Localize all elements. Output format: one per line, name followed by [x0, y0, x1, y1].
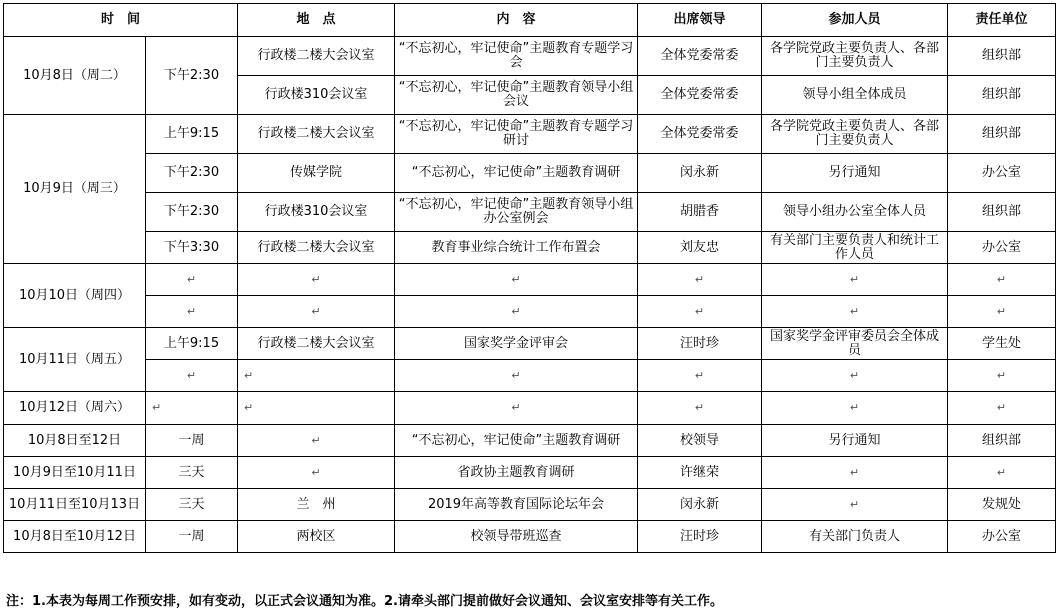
return-mark-icon: ↵ — [146, 360, 238, 392]
place-cell: 兰 州 — [238, 489, 395, 521]
time-cell: 三天 — [146, 489, 238, 521]
return-mark-icon: ↵ — [948, 296, 1056, 328]
date-cell: 10月11日（周五） — [4, 328, 146, 392]
header-row — [4, 4, 1056, 37]
return-mark-icon: ↵ — [638, 264, 762, 296]
leader-cell: 闵永新 — [638, 489, 762, 521]
table-row — [4, 115, 1056, 154]
attendees-cell: 另行通知 — [762, 154, 948, 193]
time-cell: 上午9:15 — [146, 328, 238, 360]
leader-cell: 全体党委常委 — [638, 115, 762, 154]
return-mark-icon: ↵ — [638, 360, 762, 392]
leader-cell: 校领导 — [638, 425, 762, 457]
content-cell: 国家奖学金评审会 — [395, 328, 638, 360]
return-mark-icon: ↵ — [146, 296, 238, 328]
time-cell: 三天 — [146, 457, 238, 489]
return-mark-icon: ↵ — [395, 360, 638, 392]
place-cell: 行政楼310会议室 — [238, 76, 395, 115]
content-cell: 2019年高等教育国际论坛年会 — [395, 489, 638, 521]
table-row — [4, 37, 1056, 76]
return-mark-icon: ↵ — [762, 457, 948, 489]
header-attendees: 参加人员 — [762, 4, 948, 37]
place-cell: 行政楼310会议室 — [238, 193, 395, 232]
content-cell: “不忘初心，牢记使命”主题教育专题学习会 — [395, 37, 638, 76]
time-cell: 下午3:30 — [146, 232, 238, 264]
place-cell: 行政楼二楼大会议室 — [238, 37, 395, 76]
table-row — [4, 360, 1056, 392]
unit-cell: 办公室 — [948, 521, 1056, 553]
header-leader: 出席领导 — [638, 4, 762, 37]
table-row — [4, 328, 1056, 360]
unit-cell: 办公室 — [948, 154, 1056, 193]
return-mark-icon: ↵ — [395, 264, 638, 296]
leader-cell: 全体党委常委 — [638, 76, 762, 115]
date-cell: 10月11日至10月13日 — [4, 489, 146, 521]
table-row — [4, 296, 1056, 328]
unit-cell: 组织部 — [948, 37, 1056, 76]
leader-cell: 胡腊香 — [638, 193, 762, 232]
leader-cell: 汪时珍 — [638, 328, 762, 360]
return-mark-icon: ↵ — [762, 264, 948, 296]
schedule-table — [3, 3, 1056, 553]
leader-cell: 汪时珍 — [638, 521, 762, 553]
header-place: 地 点 — [238, 4, 395, 37]
table-row — [4, 489, 1056, 521]
return-mark-icon: ↵ — [238, 392, 395, 425]
date-cell: 10月9日至10月11日 — [4, 457, 146, 489]
table-row — [4, 425, 1056, 457]
time-cell: 下午2:30 — [146, 193, 238, 232]
content-cell: “不忘初心，牢记使命”主题教育专题学习研讨 — [395, 115, 638, 154]
return-mark-icon: ↵ — [238, 457, 395, 489]
date-cell: 10月8日至10月12日 — [4, 521, 146, 553]
table-row — [4, 193, 1056, 232]
content-cell: 省政协主题教育调研 — [395, 457, 638, 489]
return-mark-icon: ↵ — [762, 360, 948, 392]
attendees-cell: 各学院党政主要负责人、各部门主要负责人 — [762, 115, 948, 154]
return-mark-icon: ↵ — [948, 360, 1056, 392]
place-cell: 行政楼二楼大会议室 — [238, 328, 395, 360]
return-mark-icon: ↵ — [146, 392, 238, 425]
return-mark-icon: ↵ — [762, 296, 948, 328]
return-mark-icon: ↵ — [395, 296, 638, 328]
return-mark-icon: ↵ — [948, 264, 1056, 296]
return-mark-icon: ↵ — [638, 296, 762, 328]
attendees-cell: 领导小组全体成员 — [762, 76, 948, 115]
table-row — [4, 264, 1056, 296]
place-cell: 行政楼二楼大会议室 — [238, 115, 395, 154]
attendees-cell: 各学院党政主要负责人、各部门主要负责人 — [762, 37, 948, 76]
table-row — [4, 457, 1056, 489]
unit-cell: 办公室 — [948, 232, 1056, 264]
content-cell: 校领导带班巡查 — [395, 521, 638, 553]
place-cell: 两校区 — [238, 521, 395, 553]
content-cell: “不忘初心，牢记使命”主题教育调研 — [395, 154, 638, 193]
return-mark-icon: ↵ — [238, 360, 395, 392]
unit-cell: 组织部 — [948, 115, 1056, 154]
return-mark-icon: ↵ — [238, 296, 395, 328]
return-mark-icon: ↵ — [395, 392, 638, 425]
unit-cell: 学生处 — [948, 328, 1056, 360]
date-cell: 10月12日（周六） — [4, 392, 146, 425]
date-cell: 10月10日（周四） — [4, 264, 146, 328]
content-cell: “不忘初心，牢记使命”主题教育调研 — [395, 425, 638, 457]
footer-note: 注：1.本表为每周工作预安排，如有变动，以正式会议通知为准。2.请牵头部门提前做好会议通知、会议室安排等有关工作。 — [6, 594, 723, 609]
return-mark-icon: ↵ — [762, 392, 948, 425]
leader-cell: 许继荣 — [638, 457, 762, 489]
time-cell: 下午2:30 — [146, 154, 238, 193]
content-cell: 教育事业综合统计工作布置会 — [395, 232, 638, 264]
header-unit: 责任单位 — [948, 4, 1056, 37]
leader-cell: 刘友忠 — [638, 232, 762, 264]
date-cell: 10月8日（周二） — [4, 37, 146, 115]
leader-cell: 闵永新 — [638, 154, 762, 193]
header-content: 内 容 — [395, 4, 638, 37]
leader-cell: 全体党委常委 — [638, 37, 762, 76]
content-cell: “不忘初心，牢记使命”主题教育领导小组会议 — [395, 76, 638, 115]
time-cell: 上午9:15 — [146, 115, 238, 154]
unit-cell: 组织部 — [948, 193, 1056, 232]
return-mark-icon: ↵ — [948, 392, 1056, 425]
content-cell: “不忘初心，牢记使命”主题教育领导小组办公室例会 — [395, 193, 638, 232]
attendees-cell: 有关部门负责人 — [762, 521, 948, 553]
place-cell: 传媒学院 — [238, 154, 395, 193]
unit-cell: 组织部 — [948, 425, 1056, 457]
header-time: 时 间 — [4, 4, 238, 37]
table-row — [4, 521, 1056, 553]
date-cell: 10月9日（周三） — [4, 115, 146, 264]
time-cell: 下午2:30 — [146, 37, 238, 115]
attendees-cell: 有关部门主要负责人和统计工作人员 — [762, 232, 948, 264]
place-cell: 行政楼二楼大会议室 — [238, 232, 395, 264]
time-cell: 一周 — [146, 425, 238, 457]
table-row — [4, 392, 1056, 425]
return-mark-icon: ↵ — [762, 489, 948, 521]
unit-cell: 组织部 — [948, 76, 1056, 115]
return-mark-icon: ↵ — [146, 264, 238, 296]
date-cell: 10月8日至12日 — [4, 425, 146, 457]
return-mark-icon: ↵ — [638, 392, 762, 425]
attendees-cell: 领导小组办公室全体人员 — [762, 193, 948, 232]
time-cell: 一周 — [146, 521, 238, 553]
table-row — [4, 232, 1056, 264]
unit-cell: 发规处 — [948, 489, 1056, 521]
return-mark-icon: ↵ — [238, 425, 395, 457]
attendees-cell: 另行通知 — [762, 425, 948, 457]
attendees-cell: 国家奖学金评审委员会全体成员 — [762, 328, 948, 360]
return-mark-icon: ↵ — [238, 264, 395, 296]
table-row — [4, 154, 1056, 193]
return-mark-icon: ↵ — [948, 457, 1056, 489]
